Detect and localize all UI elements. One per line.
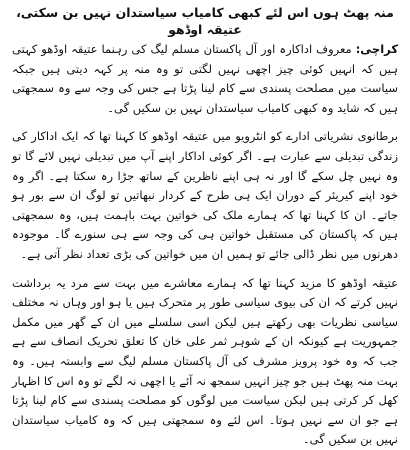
article-paragraph-2: برطانوی نشریاتی ادارے کو انٹرویو میں عتیقہ اوڈھو کا کہنا تھا کہ ایک اداکار کی زندگی تبدیلی سے عبارت ہے۔ اگر کوئی اداکار اپنے آپ میں تبدیلی نہیں لائے گا تو وہ نہیں چل سکے گا اور نہ ہی اپنے ناظرین کے ساتھ جڑا رہ سکتا ہے۔ اگر وہ خود اپنے کیریئر کے دوران ایک ہی طرح کے کردار نبھاتیں تو لوگ ان سے بور ہو جاتے۔ ان کا کہنا تھا کہ ہمارے ملک کی خواتین بہت باہمت ہیں، وہ سمجھتی ہیں کہ پاکستان کی مستقبل خواتین ہی کی وجہ سے ہی سنورے گا۔ موجودہ دھرنوں میں نظر ڈالی جائے تو ہمیں ان میں خواتین کی بڑی تعداد نظر آتی ہے۔	[12, 129, 398, 261]
article-headline: منہ پھٹ ہوں اس لئے کبھی کامیاب سیاستدان نہیں بن سکتی، عتیقہ اوڈھو	[16, 5, 394, 37]
article-dateline: کراچی:	[355, 42, 399, 56]
article-paragraph-1	[12, 40, 398, 118]
article-paragraph-1-text: معروف اداکارہ اور آل پاکستان مسلم لیگ کی رہنما عتیقہ اوڈھو کہتی ہیں کہ انہیں کوئی چیز اچھی نہیں لگتی تو وہ منہ پر کہہ دیتی ہیں جبکہ سیاست میں مصلحت پسندی سے کام لینا پڑتا ہے جس کی وجہ سے وہ سمجھتی ہیں کہ شاید وہ کبھی کامیاب سیاستدان نہیں بن سکیں گی۔	[12, 42, 398, 115]
article-paragraph-3: عتیقہ اوڈھو کا مزید کہنا تھا کہ ہمارے معاشرے میں بہت سے مرد یہ برداشت نہیں کرتے کہ ان کی بیوی سیاسی طور پر متحرک ہیں یا ہو اور وہاں نہ مختلف سیاسی نظریات بھی رکھتے ہیں لیکن اسی سلسلے میں ان کے گھر میں مکمل جمہوریت ہے کیونکہ ان کے شوہر ثمر علی خان کا تعلق تحریک انصاف سے ہے جب کہ وہ خود پرویز مشرف کی آل پاکستان مسلم لیگ سے وابستہ ہیں۔ وہ بہت منہ پھٹ ہیں جو چیز انہیں سمجھ نہ آئے یا اچھی نہ لگے تو وہ اس کا اظہار کھل کر کرتی ہیں لیکن سیاست میں لوگوں کو مصلحت پسندی سے کام لینا پڑتا ہے جو ان سے نہیں ہوتا۔ اس لئے وہ سمجھتی ہیں کہ وہ کامیاب سیاستدان نہیں بن سکیں گی۔	[12, 275, 398, 447]
